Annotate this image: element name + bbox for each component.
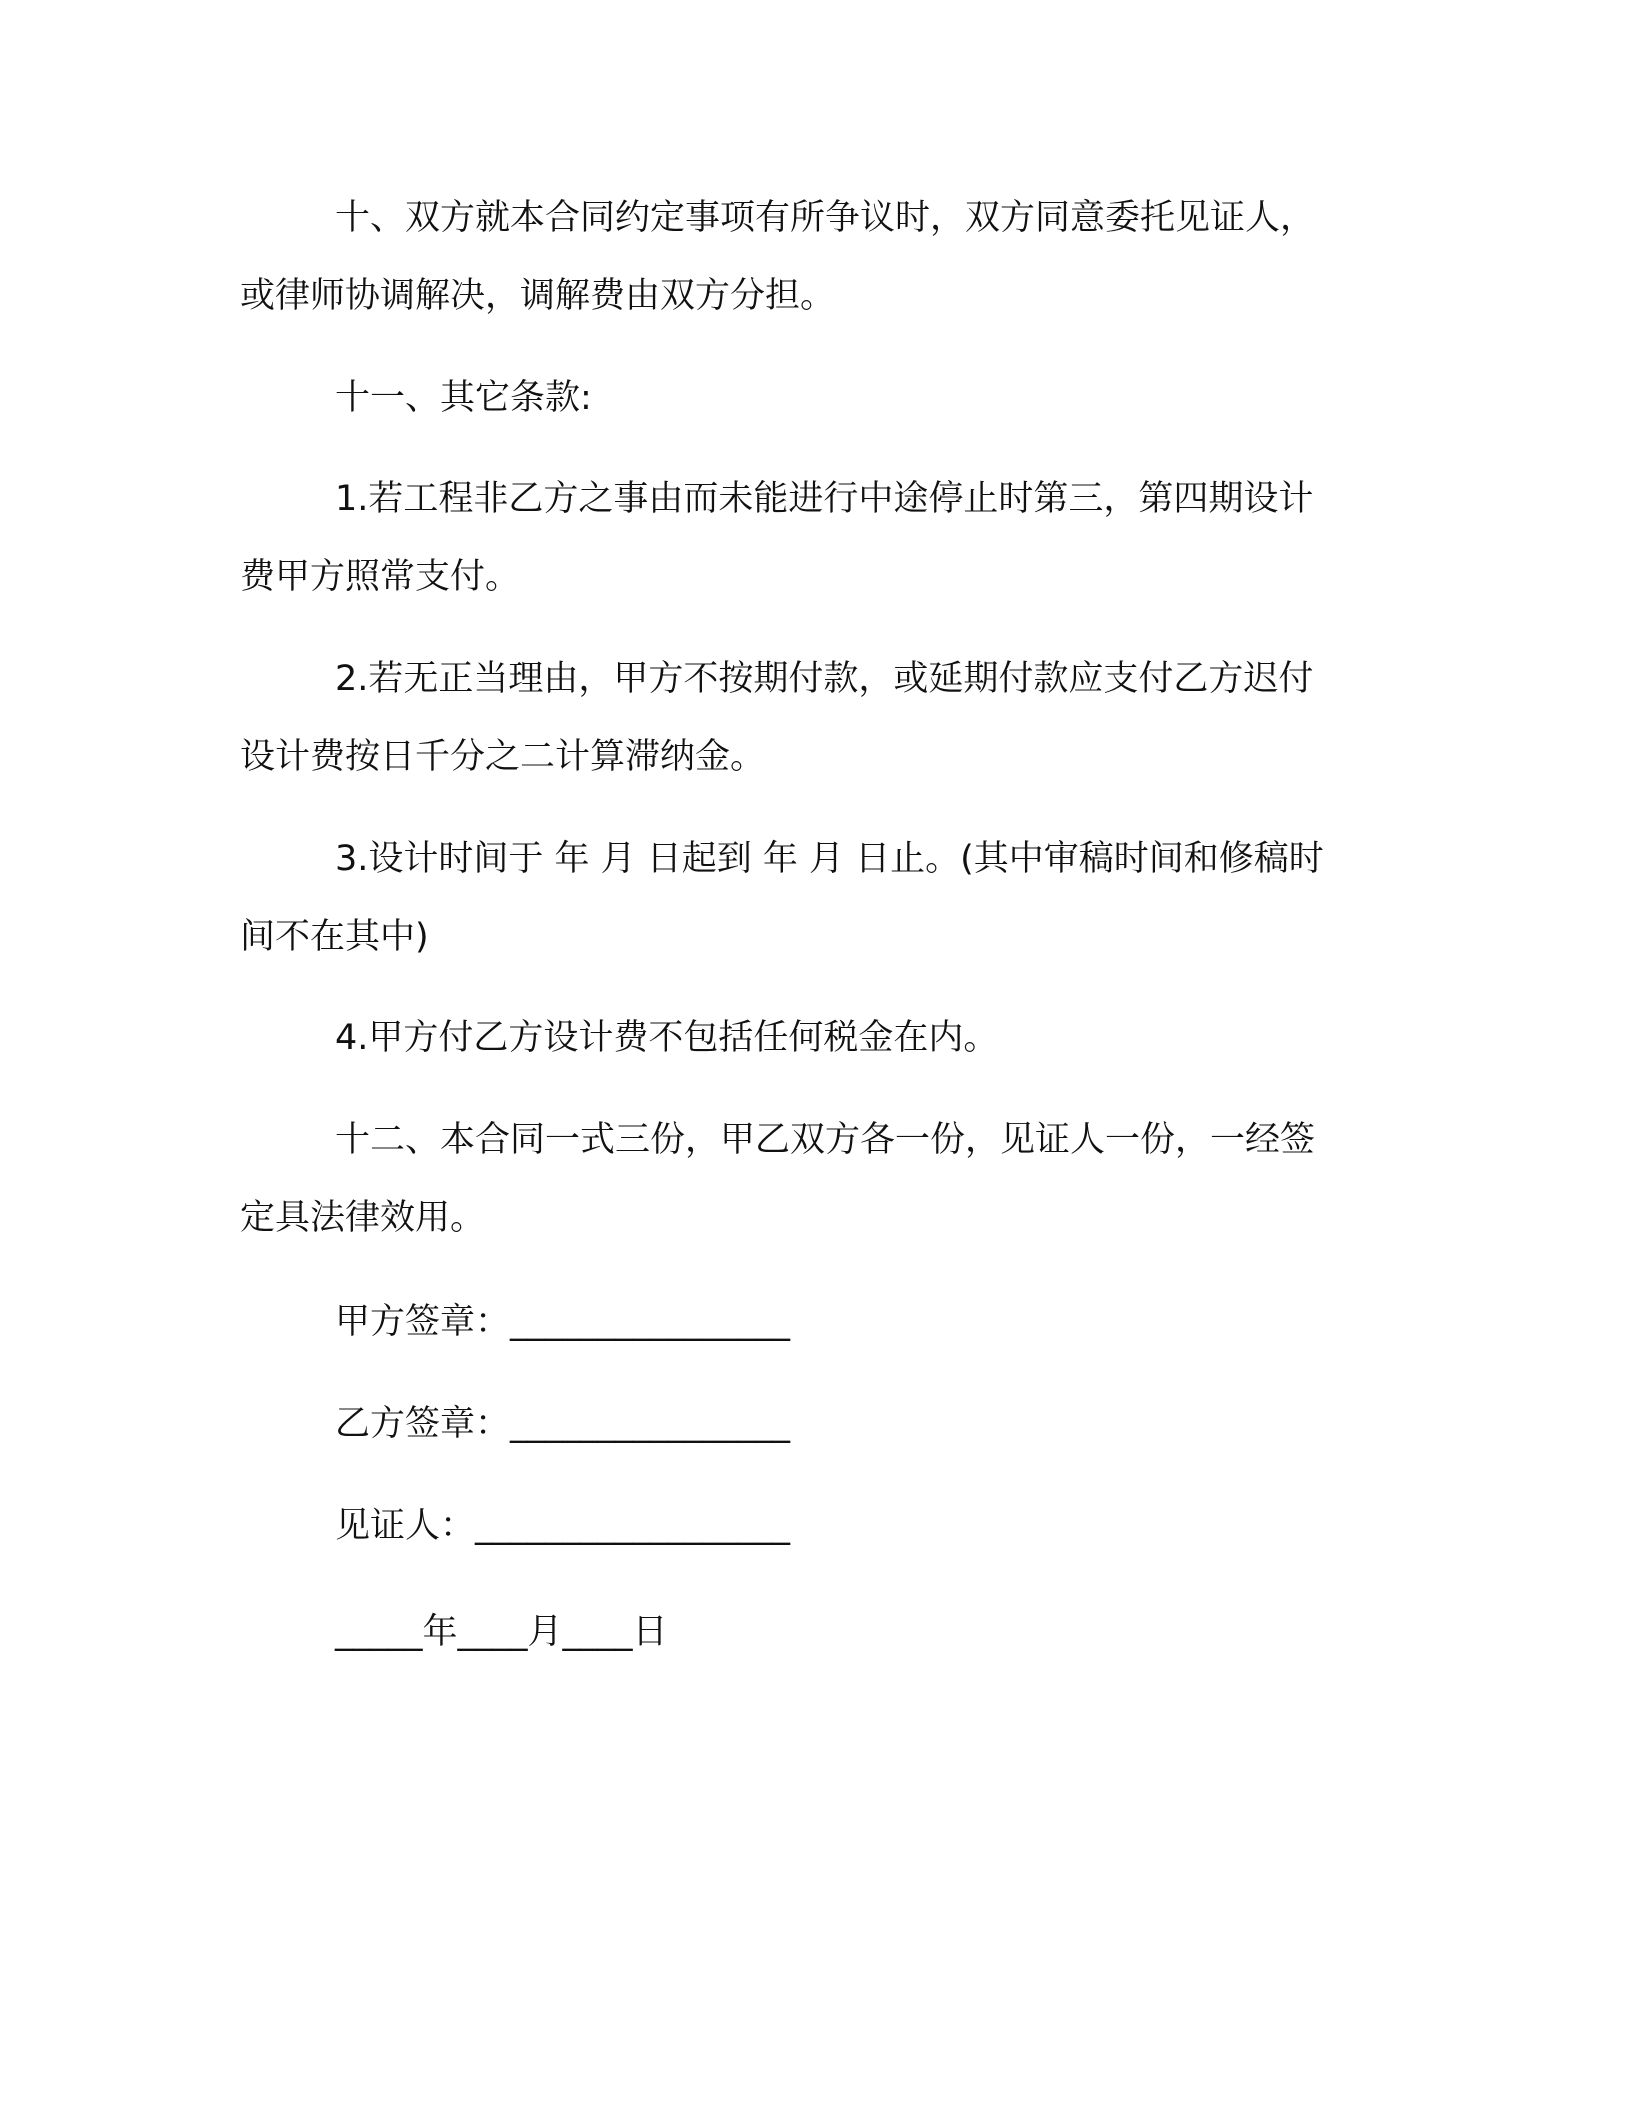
clause-10-line-1: 十、双方就本合同约定事项有所争议时，双方同意委托见证人， [335, 198, 1316, 238]
clause-11-heading: 十一、其它条款: [335, 378, 592, 418]
clause-11-item-2-line-2: 设计费按日千分之二计算滞纳金。 [240, 737, 766, 777]
clause-12-line-2: 定具法律效用。 [240, 1198, 486, 1238]
signature-date: _____年____月____日 [335, 1612, 668, 1652]
clause-11-item-4: 4.甲方付乙方设计费不包括任何税金在内。 [335, 1018, 999, 1058]
signature-party-b: 乙方签章：________________ [335, 1404, 791, 1444]
clause-11-item-1-line-1: 1.若工程非乙方之事由而未能进行中途停止时第三，第四期设计 [335, 479, 1314, 519]
clause-11-item-3-line-2: 间不在其中) [240, 917, 429, 957]
clause-10-line-2: 或律师协调解决，调解费由双方分担。 [240, 276, 836, 316]
clause-11-item-1-line-2: 费甲方照常支付。 [240, 557, 521, 597]
clause-12-line-1: 十二、本合同一式三份，甲乙双方各一份，见证人一份，一经签 [335, 1120, 1316, 1160]
signature-party-a: 甲方签章：________________ [335, 1302, 791, 1342]
signature-witness: 见证人：__________________ [335, 1506, 791, 1546]
clause-11-item-3-line-1: 3.设计时间于 年 月 日起到 年 月 日止。(其中审稿时间和修稿时 [335, 839, 1324, 879]
clause-11-item-2-line-1: 2.若无正当理由，甲方不按期付款，或延期付款应支付乙方迟付 [335, 659, 1314, 699]
